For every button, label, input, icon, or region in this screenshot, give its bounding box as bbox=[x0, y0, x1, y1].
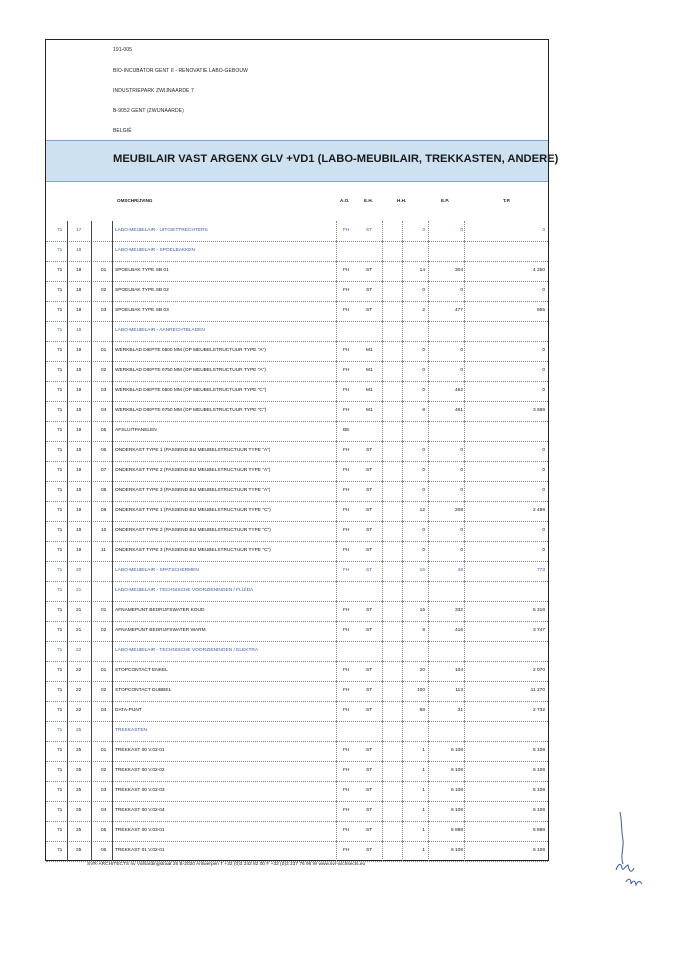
table-row bbox=[46, 501, 548, 522]
cell-hh: 0 bbox=[422, 388, 425, 393]
cell-eh: ST bbox=[366, 468, 373, 473]
cell-hh: 1 bbox=[422, 768, 425, 773]
cell-ao: FH bbox=[343, 508, 350, 513]
cell-code-c: 05 bbox=[101, 428, 107, 433]
table-row bbox=[46, 781, 548, 802]
cell-hh: 9 bbox=[422, 628, 425, 633]
cell-code-b: 18 bbox=[76, 288, 82, 293]
cell-hh: 16 bbox=[419, 608, 425, 613]
cell-tp: 3 689 bbox=[532, 408, 545, 413]
cell-ep: 0 bbox=[460, 548, 463, 553]
cell-code-b: 19 bbox=[76, 408, 82, 413]
cell-description: TREKKASTEN bbox=[115, 728, 147, 733]
cell-description: LABO-MEUBILAIR - TECHNISCHE VOORZIENINGEN / ELEKTRA bbox=[115, 648, 259, 653]
cell-tp: 0 bbox=[542, 468, 545, 473]
cell-code-a: 71 bbox=[57, 408, 63, 413]
cell-code-a: 71 bbox=[57, 228, 63, 233]
cell-code-b: 22 bbox=[76, 688, 82, 693]
table-row bbox=[46, 721, 548, 742]
table-row bbox=[46, 701, 548, 722]
cell-description: STOPCONTACT DUBBEL bbox=[115, 688, 172, 693]
cell-tp: 0 bbox=[542, 228, 545, 233]
cell-eh: M1 bbox=[366, 388, 373, 393]
cell-eh: ST bbox=[366, 788, 373, 793]
cell-ao: FH bbox=[343, 668, 350, 673]
cell-eh: ST bbox=[366, 748, 373, 753]
cell-code-a: 71 bbox=[57, 368, 63, 373]
cell-ao: FH bbox=[343, 788, 350, 793]
cell-description: LABO-MEUBILAIR - AANRECHTBLADEN bbox=[115, 328, 205, 333]
cell-description: LABO-MEUBILAIR - SPOELBAKKEN bbox=[115, 248, 195, 253]
cell-code-c: 02 bbox=[101, 368, 107, 373]
cell-code-c: 04 bbox=[101, 408, 107, 413]
cell-ep: 332 bbox=[454, 608, 463, 613]
cell-tp: 0 bbox=[542, 348, 545, 353]
table-row bbox=[46, 821, 548, 842]
cell-tp: 6 108 bbox=[532, 788, 545, 793]
cell-description: DATA-PUNT bbox=[115, 708, 142, 713]
cell-code-a: 71 bbox=[57, 848, 63, 853]
cell-eh: ST bbox=[366, 508, 373, 513]
cell-code-b: 18 bbox=[76, 268, 82, 273]
cell-code-a: 71 bbox=[57, 448, 63, 453]
cell-description: AFNAMEPUNT BEDRIJFSWATER WARM bbox=[115, 628, 206, 633]
cell-description: ONDERKAST TYPE 1 (PASSEND BIJ MEUBELSTRUCTUUR TYPE "A") bbox=[115, 448, 271, 453]
cell-code-a: 71 bbox=[57, 608, 63, 613]
cell-ao: FH bbox=[343, 848, 350, 853]
cell-eh: ST bbox=[366, 308, 373, 313]
cell-hh: 0 bbox=[422, 548, 425, 553]
cell-code-c: 07 bbox=[101, 468, 107, 473]
table-row bbox=[46, 641, 548, 662]
cell-description: SPOELBAK TYPE SB 03 bbox=[115, 308, 169, 313]
cell-code-c: 03 bbox=[101, 388, 107, 393]
table-row bbox=[46, 581, 548, 602]
cell-ao: FH bbox=[343, 308, 350, 313]
cell-code-a: 71 bbox=[57, 528, 63, 533]
cell-description: AFNAMEPUNT BEDRIJFSWATER KOUD bbox=[115, 608, 205, 613]
cell-code-a: 71 bbox=[57, 568, 63, 573]
cell-ep: 0 bbox=[460, 528, 463, 533]
table-row bbox=[46, 661, 548, 682]
cell-hh: 14 bbox=[419, 268, 425, 273]
cell-code-a: 71 bbox=[57, 328, 63, 333]
cell-hh: 0 bbox=[422, 468, 425, 473]
cell-code-b: 19 bbox=[76, 368, 82, 373]
col-hh: H.H. bbox=[397, 198, 407, 203]
cell-tp: 955 bbox=[536, 308, 545, 313]
cell-code-b: 19 bbox=[76, 528, 82, 533]
cell-ao: FH bbox=[343, 768, 350, 773]
cell-ep: 0 bbox=[460, 348, 463, 353]
table-row bbox=[46, 541, 548, 562]
table-row bbox=[46, 681, 548, 702]
cell-ep: 113 bbox=[455, 688, 463, 693]
cell-tp: 6 108 bbox=[532, 848, 545, 853]
table-row bbox=[46, 621, 548, 642]
cell-code-a: 71 bbox=[57, 748, 63, 753]
cell-eh: ST bbox=[366, 268, 373, 273]
cell-ep: 208 bbox=[454, 508, 463, 513]
cell-ep: 104 bbox=[454, 668, 463, 673]
cell-description: TREKKAST 00 V.02-03 bbox=[115, 788, 165, 793]
cell-code-a: 71 bbox=[57, 468, 63, 473]
table-row bbox=[46, 801, 548, 822]
col-ao: A.O. bbox=[340, 198, 350, 203]
cell-description: TREKKAST 01 V.02-01 bbox=[115, 848, 165, 853]
cell-ep: 0 bbox=[460, 448, 463, 453]
cell-description: ONDERKAST TYPE 1 (PASSEND BIJ MEUBELSTRUCTUUR TYPE "C") bbox=[115, 508, 271, 513]
cell-tp: 5 898 bbox=[532, 828, 545, 833]
cell-tp: 3 747 bbox=[532, 628, 545, 633]
cell-code-c: 06 bbox=[101, 448, 107, 453]
cell-tp: 4 250 bbox=[532, 268, 545, 273]
cell-code-b: 25 bbox=[76, 828, 82, 833]
cell-code-c: 06 bbox=[101, 848, 107, 853]
cell-code-c: 08 bbox=[101, 488, 107, 493]
cell-code-a: 71 bbox=[57, 268, 63, 273]
cell-code-a: 71 bbox=[57, 288, 63, 293]
cell-code-a: 71 bbox=[57, 388, 63, 393]
cell-code-b: 21 bbox=[76, 608, 82, 613]
table-row bbox=[46, 361, 548, 382]
table-row bbox=[46, 401, 548, 422]
cell-tp: 0 bbox=[542, 488, 545, 493]
cell-code-b: 21 bbox=[76, 588, 82, 593]
cell-tp: 5 318 bbox=[532, 608, 545, 613]
cell-code-c: 10 bbox=[101, 528, 107, 533]
cell-hh: 20 bbox=[419, 668, 425, 673]
cell-eh: ST bbox=[366, 548, 373, 553]
cell-ao: FH bbox=[343, 828, 350, 833]
cell-eh: ST bbox=[366, 228, 373, 233]
table-row bbox=[46, 381, 548, 402]
col-ep: E.P. bbox=[441, 198, 450, 203]
col-omschrijving: OMSCHRIJVING bbox=[117, 198, 153, 203]
cell-ao: FH bbox=[343, 488, 350, 493]
cell-tp: 6 108 bbox=[532, 808, 545, 813]
table-row bbox=[46, 441, 548, 462]
table-row bbox=[46, 221, 548, 242]
cell-hh: 1 bbox=[422, 828, 425, 833]
table-row bbox=[46, 521, 548, 542]
cell-code-b: 22 bbox=[76, 708, 82, 713]
cell-ep: 0 bbox=[460, 468, 463, 473]
cell-code-b: 25 bbox=[76, 808, 82, 813]
cell-code-a: 71 bbox=[57, 828, 63, 833]
cell-ep: 6 108 bbox=[450, 748, 463, 753]
cell-description: TREKKAST 00 V.02-04 bbox=[115, 808, 165, 813]
cell-description: SPOELBAK TYPE SB 02 bbox=[115, 288, 169, 293]
cell-ao: FH bbox=[343, 568, 350, 573]
page-title: MEUBILAIR VAST ARGENX GLV +VD1 (LABO-MEUBILAIR, TREKKASTEN, ANDERE) bbox=[113, 153, 559, 165]
cell-ao: FH bbox=[343, 748, 350, 753]
cell-ao: FH bbox=[343, 688, 350, 693]
cell-eh: ST bbox=[366, 808, 373, 813]
cell-ao: FH bbox=[343, 268, 350, 273]
table-row bbox=[46, 741, 548, 762]
cell-ep: 416 bbox=[454, 628, 463, 633]
cell-code-a: 71 bbox=[57, 508, 63, 513]
cell-hh: 0 bbox=[422, 448, 425, 453]
cell-ao: FH bbox=[343, 708, 350, 713]
cell-eh: ST bbox=[366, 608, 373, 613]
cell-ep: 0 bbox=[460, 228, 463, 233]
cell-eh: ST bbox=[366, 528, 373, 533]
cell-ao: FH bbox=[343, 388, 350, 393]
cell-hh: 8 bbox=[422, 408, 425, 413]
cell-ep: 304 bbox=[454, 268, 463, 273]
cell-code-b: 22 bbox=[76, 648, 82, 653]
cell-ao: FH bbox=[343, 528, 350, 533]
cell-code-c: 03 bbox=[101, 788, 107, 793]
cell-ao: FH bbox=[343, 808, 350, 813]
cell-ep: 6 108 bbox=[450, 768, 463, 773]
table-row bbox=[46, 561, 548, 582]
table-row bbox=[46, 261, 548, 282]
cell-code-b: 19 bbox=[76, 348, 82, 353]
cell-code-b: 19 bbox=[76, 488, 82, 493]
cell-description: WERKBLAD DIEPTE 0600 MM (OP MEUBELSTRUCTUUR TYPE "A") bbox=[115, 348, 266, 353]
cell-code-b: 22 bbox=[76, 668, 82, 673]
cell-description: LABO-MEUBILAIR - SPATSCHERMEN bbox=[115, 568, 199, 573]
cell-tp: 0 bbox=[542, 528, 545, 533]
cell-description: TREKKAST 00 V.03-01 bbox=[115, 828, 165, 833]
cell-code-b: 20 bbox=[76, 568, 82, 573]
cell-tp: 0 bbox=[542, 548, 545, 553]
cell-tp: 2 070 bbox=[532, 668, 545, 673]
table-row bbox=[46, 461, 548, 482]
table-row bbox=[46, 301, 548, 322]
cell-description: WERKBLAD DIEPTE 0750 MM (OP MEUBELSTRUCTUUR TYPE "A") bbox=[115, 368, 266, 373]
cell-code-b: 25 bbox=[76, 768, 82, 773]
cell-description: ONDERKAST TYPE 2 (PASSEND BIJ MEUBELSTRUCTUUR TYPE "A") bbox=[115, 468, 271, 473]
cell-hh: 1 bbox=[422, 808, 425, 813]
cell-description: ONDERKAST TYPE 3 (PASSEND BIJ MEUBELSTRUCTUUR TYPE "C") bbox=[115, 548, 271, 553]
cell-ao: FH bbox=[343, 368, 350, 373]
cell-code-b: 25 bbox=[76, 748, 82, 753]
cell-eh: ST bbox=[366, 448, 373, 453]
cell-code-a: 71 bbox=[57, 668, 63, 673]
cell-hh: 1 bbox=[422, 788, 425, 793]
cell-ep: 0 bbox=[460, 288, 463, 293]
cell-code-c: 01 bbox=[101, 268, 107, 273]
cell-eh: ST bbox=[366, 568, 373, 573]
cell-description: ONDERKAST TYPE 3 (PASSEND BIJ MEUBELSTRUCTUUR TYPE "A") bbox=[115, 488, 271, 493]
cell-code-c: 04 bbox=[101, 808, 107, 813]
cell-code-c: 01 bbox=[101, 748, 107, 753]
cell-ao: FH bbox=[343, 608, 350, 613]
cell-ep: 0 bbox=[460, 368, 463, 373]
cell-eh: ST bbox=[366, 828, 373, 833]
table-row bbox=[46, 481, 548, 502]
cell-eh: ST bbox=[366, 668, 373, 673]
cell-eh: ST bbox=[366, 768, 373, 773]
cell-ao: FH bbox=[343, 348, 350, 353]
cell-hh: 12 bbox=[419, 508, 425, 513]
table-row bbox=[46, 341, 548, 362]
cell-code-a: 71 bbox=[57, 768, 63, 773]
cell-ep: 48 bbox=[457, 568, 463, 573]
cell-code-c: 11 bbox=[101, 548, 106, 553]
cell-code-c: 01 bbox=[101, 608, 107, 613]
cell-ao: FH bbox=[343, 448, 350, 453]
cell-code-a: 71 bbox=[57, 688, 63, 693]
cell-ao: BE bbox=[343, 428, 350, 433]
cell-hh: 0 bbox=[422, 488, 425, 493]
cell-description: WERKBLAD DIEPTE 0750 MM (OP MEUBELSTRUCTUUR TYPE "C") bbox=[115, 408, 267, 413]
address-city: B-9052 GENT (ZWIJNAARDE) bbox=[113, 108, 184, 114]
cell-code-a: 71 bbox=[57, 548, 63, 553]
cell-eh: M1 bbox=[366, 368, 373, 373]
cell-ep: 477 bbox=[454, 308, 463, 313]
cell-description: ONDERKAST TYPE 2 (PASSEND BIJ MEUBELSTRUCTUUR TYPE "C") bbox=[115, 528, 271, 533]
cell-code-c: 01 bbox=[101, 668, 107, 673]
cell-code-b: 21 bbox=[76, 628, 82, 633]
cell-tp: 0 bbox=[542, 448, 545, 453]
cell-code-c: 02 bbox=[101, 688, 107, 693]
table-row bbox=[46, 321, 548, 342]
cell-code-c: 02 bbox=[101, 628, 107, 633]
table-row bbox=[46, 281, 548, 302]
cell-hh: 1 bbox=[422, 748, 425, 753]
cell-tp: 11 270 bbox=[530, 688, 545, 693]
cell-tp: 0 bbox=[542, 368, 545, 373]
cell-code-a: 71 bbox=[57, 728, 63, 733]
cell-code-a: 71 bbox=[57, 428, 63, 433]
cell-tp: 2 498 bbox=[532, 508, 545, 513]
cell-code-a: 71 bbox=[57, 808, 63, 813]
cell-ao: FH bbox=[343, 408, 350, 413]
address-country: BELGIË bbox=[113, 128, 132, 134]
cell-code-a: 71 bbox=[57, 248, 63, 253]
col-tp: T.P. bbox=[503, 198, 511, 203]
cell-ao: FH bbox=[343, 468, 350, 473]
cell-hh: 0 bbox=[422, 228, 425, 233]
cell-ep: 6 108 bbox=[450, 848, 463, 853]
cell-hh: 0 bbox=[422, 288, 425, 293]
cell-ep: 31 bbox=[457, 708, 463, 713]
cell-code-c: 02 bbox=[101, 768, 107, 773]
cell-code-b: 18 bbox=[76, 308, 82, 313]
cell-code-b: 19 bbox=[76, 388, 82, 393]
cell-hh: 88 bbox=[419, 708, 425, 713]
cell-code-b: 17 bbox=[76, 228, 82, 233]
cell-code-b: 19 bbox=[76, 328, 82, 333]
cell-code-b: 19 bbox=[76, 468, 82, 473]
cell-eh: ST bbox=[366, 708, 373, 713]
cell-description: LABO-MEUBILAIR - UITGIETTRECHTERS bbox=[115, 228, 208, 233]
project-number: 191-005 bbox=[113, 47, 133, 53]
cell-code-a: 71 bbox=[57, 348, 63, 353]
cell-ao: FH bbox=[343, 228, 350, 233]
cell-code-c: 04 bbox=[101, 708, 107, 713]
cell-description: LABO-MEUBILAIR - TECHNISCHE VOORZIENINGEN / FLUÏDA bbox=[115, 588, 254, 593]
cell-code-b: 19 bbox=[76, 448, 82, 453]
cell-description: TREKKAST 00 V.02-02 bbox=[115, 768, 165, 773]
project-name: BIO-INCUBATOR GENT II - RENOVATIE LABO-GEBOUW bbox=[113, 68, 248, 74]
cell-eh: M1 bbox=[366, 348, 373, 353]
cell-tp: 0 bbox=[542, 388, 545, 393]
cell-ep: 0 bbox=[460, 488, 463, 493]
cell-code-b: 19 bbox=[76, 428, 82, 433]
cell-code-a: 71 bbox=[57, 588, 63, 593]
cell-eh: M1 bbox=[366, 408, 373, 413]
cell-code-b: 25 bbox=[76, 788, 82, 793]
cell-code-c: 02 bbox=[101, 288, 107, 293]
cell-hh: 100 bbox=[416, 688, 425, 693]
cell-description: WERKBLAD DIEPTE 0600 MM (OP MEUBELSTRUCTUUR TYPE "C") bbox=[115, 388, 267, 393]
cell-hh: 1 bbox=[422, 848, 425, 853]
table-row bbox=[46, 761, 548, 782]
cell-code-c: 09 bbox=[101, 508, 107, 513]
cell-code-a: 71 bbox=[57, 628, 63, 633]
cell-tp: 2 732 bbox=[532, 708, 545, 713]
cell-code-c: 03 bbox=[101, 308, 107, 313]
cell-hh: 0 bbox=[422, 528, 425, 533]
cell-ep: 6 108 bbox=[450, 808, 463, 813]
table-row bbox=[46, 601, 548, 622]
cell-tp: 0 bbox=[542, 288, 545, 293]
cell-ao: FH bbox=[343, 288, 350, 293]
cell-description: AFSLUITPANELEN bbox=[115, 428, 157, 433]
cell-code-a: 71 bbox=[57, 488, 63, 493]
cell-eh: ST bbox=[366, 628, 373, 633]
cell-ep: 461 bbox=[454, 408, 463, 413]
cell-description: TREKKAST 00 V.02-01 bbox=[115, 748, 165, 753]
table-row bbox=[46, 421, 548, 442]
cell-hh: 16 bbox=[419, 568, 425, 573]
table-row bbox=[46, 841, 548, 862]
cell-code-a: 71 bbox=[57, 788, 63, 793]
cell-ep: 6 108 bbox=[450, 788, 463, 793]
cell-ep: 5 898 bbox=[450, 828, 463, 833]
cell-code-b: 19 bbox=[76, 508, 82, 513]
cell-code-a: 71 bbox=[57, 708, 63, 713]
cell-hh: 0 bbox=[422, 348, 425, 353]
address-street: INDUSTRIEPARK ZWIJNAARDE 7 bbox=[113, 88, 194, 94]
cell-hh: 0 bbox=[422, 368, 425, 373]
footer-contact: SVR-ARCHITECTS nv Volhardingstraat 26 B-2020 Antwerpen T +32 (0)3 242 82 00 F +32 (0)3 237 76 98 W www.svr-architects.eu bbox=[87, 862, 366, 867]
cell-eh: ST bbox=[366, 848, 373, 853]
cell-ep: 462 bbox=[454, 388, 463, 393]
cell-tp: 6 108 bbox=[532, 768, 545, 773]
cell-code-a: 71 bbox=[57, 308, 63, 313]
cell-ao: FH bbox=[343, 548, 350, 553]
cell-eh: ST bbox=[366, 688, 373, 693]
signature bbox=[598, 808, 648, 893]
cell-tp: 773 bbox=[536, 568, 545, 573]
cell-hh: 2 bbox=[422, 308, 425, 313]
cell-code-b: 25 bbox=[76, 728, 82, 733]
cell-eh: ST bbox=[366, 288, 373, 293]
cell-code-b: 25 bbox=[76, 848, 82, 853]
cell-code-a: 71 bbox=[57, 648, 63, 653]
cell-code-c: 05 bbox=[101, 828, 107, 833]
table-row bbox=[46, 241, 548, 262]
cell-ao: FH bbox=[343, 628, 350, 633]
cell-eh: ST bbox=[366, 488, 373, 493]
cell-code-b: 19 bbox=[76, 548, 82, 553]
cell-description: STOPCONTACT ENKEL bbox=[115, 668, 168, 673]
cell-tp: 6 108 bbox=[532, 748, 545, 753]
cell-description: SPOELBAK TYPE SB 01 bbox=[115, 268, 169, 273]
cell-code-c: 01 bbox=[101, 348, 107, 353]
col-eh: E.H. bbox=[364, 198, 373, 203]
cell-code-b: 18 bbox=[76, 248, 82, 253]
